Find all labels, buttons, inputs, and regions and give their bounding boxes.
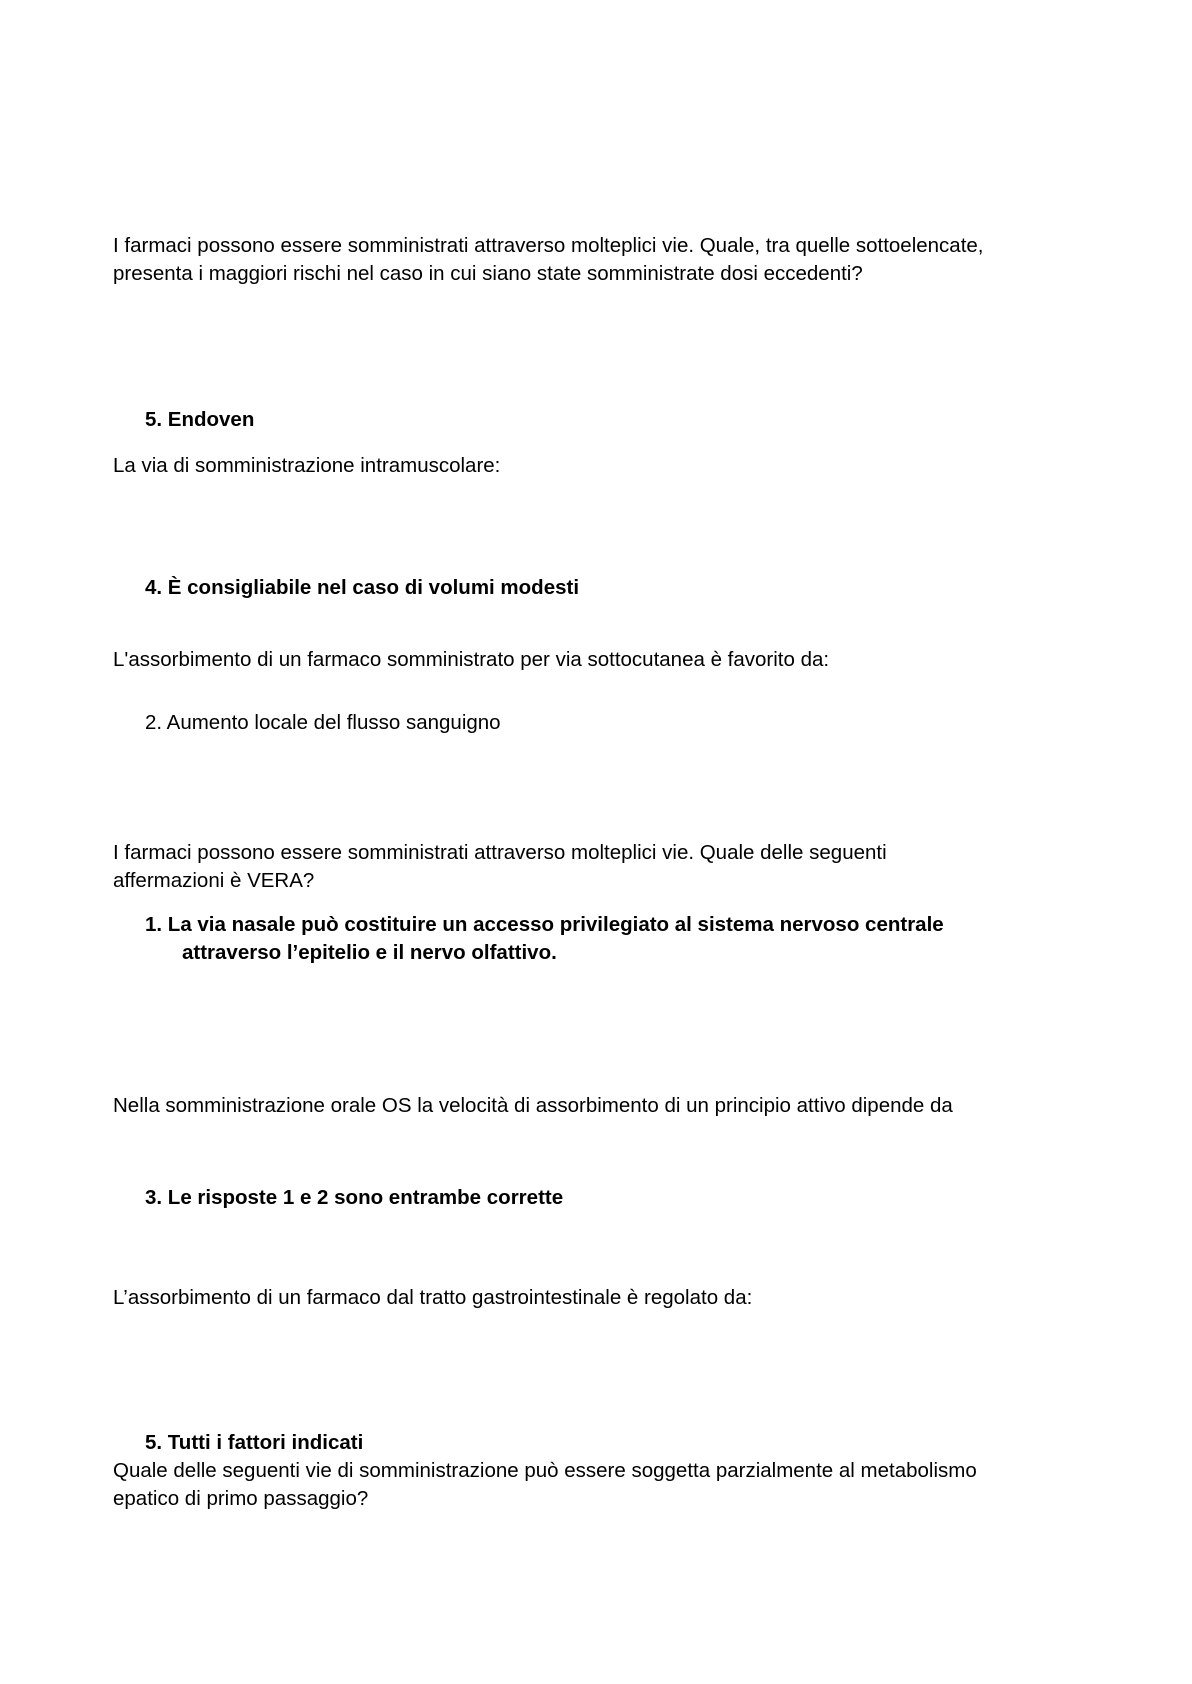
answer-6-text: 5. Tutti i fattori indicati — [145, 1431, 364, 1454]
question-7-text: Quale delle seguenti vie di somministrazione può essere soggetta parzialmente al metabolismo epatico di primo passaggio? — [113, 1459, 977, 1510]
question-2-text: La via di somministrazione intramuscolare: — [113, 454, 501, 477]
answer-2-text: 4. È consigliabile nel caso di volumi modesti — [145, 576, 580, 599]
answer-1-text: 5. Endoven — [145, 408, 255, 431]
question-3-text: L'assorbimento di un farmaco somministrato per via sottocutanea è favorito da: — [113, 648, 830, 671]
answer-3-text: 2. Aumento locale del flusso sanguigno — [145, 711, 501, 734]
answer-4-text: 1. La via nasale può costituire un accesso privilegiato al sistema nervoso centrale attraverso l’epitelio e il nervo olfattivo. — [145, 913, 944, 964]
question-4-text: I farmaci possono essere somministrati attraverso molteplici vie. Quale delle seguenti affermazioni è VERA? — [113, 841, 887, 892]
question-5-text: Nella somministrazione orale OS la velocità di assorbimento di un principio attivo dipende da — [113, 1094, 953, 1117]
question-6-text: L’assorbimento di un farmaco dal tratto gastrointestinale è regolato da: — [113, 1286, 753, 1309]
question-1-text: I farmaci possono essere somministrati attraverso molteplici vie. Quale, tra quelle sottoelencate, presenta i maggiori rischi nel caso in cui siano state somministrate dosi eccedenti? — [113, 234, 984, 285]
answer-5-text: 3. Le risposte 1 e 2 sono entrambe corrette — [145, 1186, 564, 1209]
